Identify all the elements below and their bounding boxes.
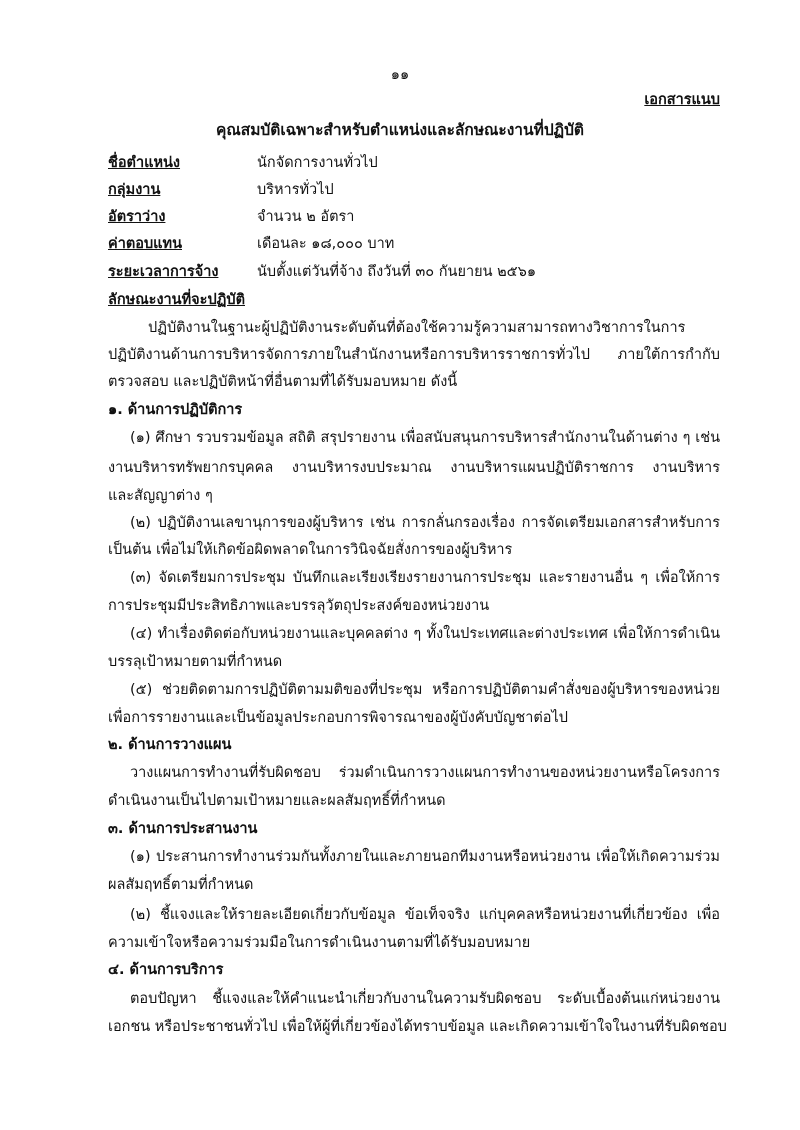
section-heading: ๔. ด้านการบริการ [108, 962, 224, 978]
field-value: เดือนละ ๑๘,๐๐๐ บาท [257, 236, 395, 252]
intro-line: ปฏิบัติงานด้านการบริหารจัดการภายในสำนักงานหรือการบริหารราชการทั่วไป ภายใต้การกำกับ [108, 347, 720, 363]
text-line: (๑) ประสานการทำงานร่วมกันทั้งภายในและภายนอกทีมงานหรือหน่วยงาน เพื่อให้เกิดความร่วม [130, 849, 720, 865]
text-line: งานบริหารทรัพยากรบุคคล งานบริหารงบประมาณ งานบริหารแผนปฏิบัติราชการ งานบริหาร [108, 460, 720, 476]
text-line: การประชุมมีประสิทธิภาพและบรรลุวัตถุประสงค์ของหน่วยงาน [108, 598, 490, 614]
text-line: ผลสัมฤทธิ์ตามที่กำหนด [108, 877, 254, 893]
text-line: ดำเนินงานเป็นไปตามเป้าหมายและผลสัมฤทธิ์ที่กำหนด [108, 793, 446, 809]
field-salary [0, 232, 800, 256]
text-line: (๕) ช่วยติดตามการปฏิบัติตามมติของที่ประชุม หรือการปฏิบัติตามคำสั่งของผู้บริหารของหน่วย [130, 682, 720, 698]
field-label: ชื่อตำแหน่ง [108, 155, 181, 171]
section-heading: ๓. ด้านการประสานงาน [108, 821, 258, 837]
text-line: (๒) ปฏิบัติงานเลขานุการของผู้บริหาร เช่น การกลั่นกรองเรื่อง การจัดเตรียมเอกสารสำหรับการ [130, 515, 720, 531]
text-line: เอกชน หรือประชาชนทั่วไป เพื่อให้ผู้ที่เกี่ยวข้องได้ทราบข้อมูล และเกิดความเข้าใจในงานที่รับผิดชอบ [108, 1019, 727, 1035]
attachment-label: เอกสารแนบ [644, 92, 720, 108]
document-title: คุณสมบัติเฉพาะสำหรับตำแหน่งและลักษณะงานที่ปฏิบัติ [216, 121, 584, 139]
intro-line: ตรวจสอบ และปฏิบัติหน้าที่อื่นตามที่ได้รับมอบหมาย ดังนี้ [108, 374, 458, 390]
text-line: และสัญญาต่าง ๆ [108, 488, 213, 504]
field-vacancies [0, 205, 800, 229]
text-line: (๔) ทำเรื่องติดต่อกับหน่วยงานและบุคคลต่าง ๆ ทั้งในประเทศและต่างประเทศ เพื่อให้การดำเนิน [130, 626, 720, 642]
field-value: จำนวน ๒ อัตรา [257, 209, 355, 225]
text-line: (๒) ชี้แจงและให้รายละเอียดเกี่ยวกับข้อมูล ข้อเท็จจริง แก่บุคคลหรือหน่วยงานที่เกี่ยวข้อง เพื่อ [130, 907, 720, 923]
field-label: อัตราว่าง [108, 209, 166, 225]
text-line: ความเข้าใจหรือความร่วมมือในการดำเนินงานตามที่ได้รับมอบหมาย [108, 935, 531, 951]
section-heading: ๒. ด้านการวางแผน [108, 737, 232, 753]
page-number: ๑๑ [390, 67, 410, 83]
field-value: นับตั้งแต่วันที่จ้าง ถึงวันที่ ๓๐ กันยายน ๒๕๖๑ [257, 264, 537, 280]
intro-line: ปฏิบัติงานในฐานะผู้ปฏิบัติงานระดับต้นที่ต้องใช้ความรู้ความสามารถทางวิชาการในการ [148, 320, 686, 336]
field-label: ระยะเวลาการจ้าง [108, 264, 219, 280]
field-label: กลุ่มงาน [108, 182, 161, 198]
text-line: วางแผนการทำงานที่รับผิดชอบ ร่วมดำเนินการวางแผนการทำงานของหน่วยงานหรือโครงการ [130, 765, 720, 781]
field-value: บริหารทั่วไป [257, 182, 334, 198]
section-heading: ๑. ด้านการปฏิบัติการ [108, 402, 243, 418]
field-position [0, 151, 800, 175]
text-line: เป็นต้น เพื่อไม่ให้เกิดข้อผิดพลาดในการวินิจฉัยสั่งการของผู้บริหาร [108, 542, 513, 558]
duties-heading: ลักษณะงานที่จะปฏิบัติ [108, 292, 245, 308]
field-label: ค่าตอบแทน [108, 236, 182, 252]
field-value: นักจัดการงานทั่วไป [257, 155, 378, 171]
text-line: (๓) จัดเตรียมการประชุม บันทึกและเรียงเรียงรายงานการประชุม และรายงานอื่น ๆ เพื่อให้การ [130, 570, 720, 586]
text-line: (๑) ศึกษา รวบรวมข้อมูล สถิติ สรุปรายงาน เพื่อสนับสนุนการบริหารสำนักงานในด้านต่าง ๆ เช่น [130, 430, 720, 446]
field-group [0, 178, 800, 202]
field-duration [0, 260, 800, 284]
text-line: บรรลุเป้าหมายตามที่กำหนด [108, 654, 283, 670]
text-line: ตอบปัญหา ชี้แจงและให้คำแนะนำเกี่ยวกับงานในความรับผิดชอบ ระดับเบื้องต้นแก่หน่วยงาน [130, 991, 720, 1007]
text-line: เพื่อการรายงานและเป็นข้อมูลประกอบการพิจารณาของผู้บังคับบัญชาต่อไป [108, 710, 568, 726]
